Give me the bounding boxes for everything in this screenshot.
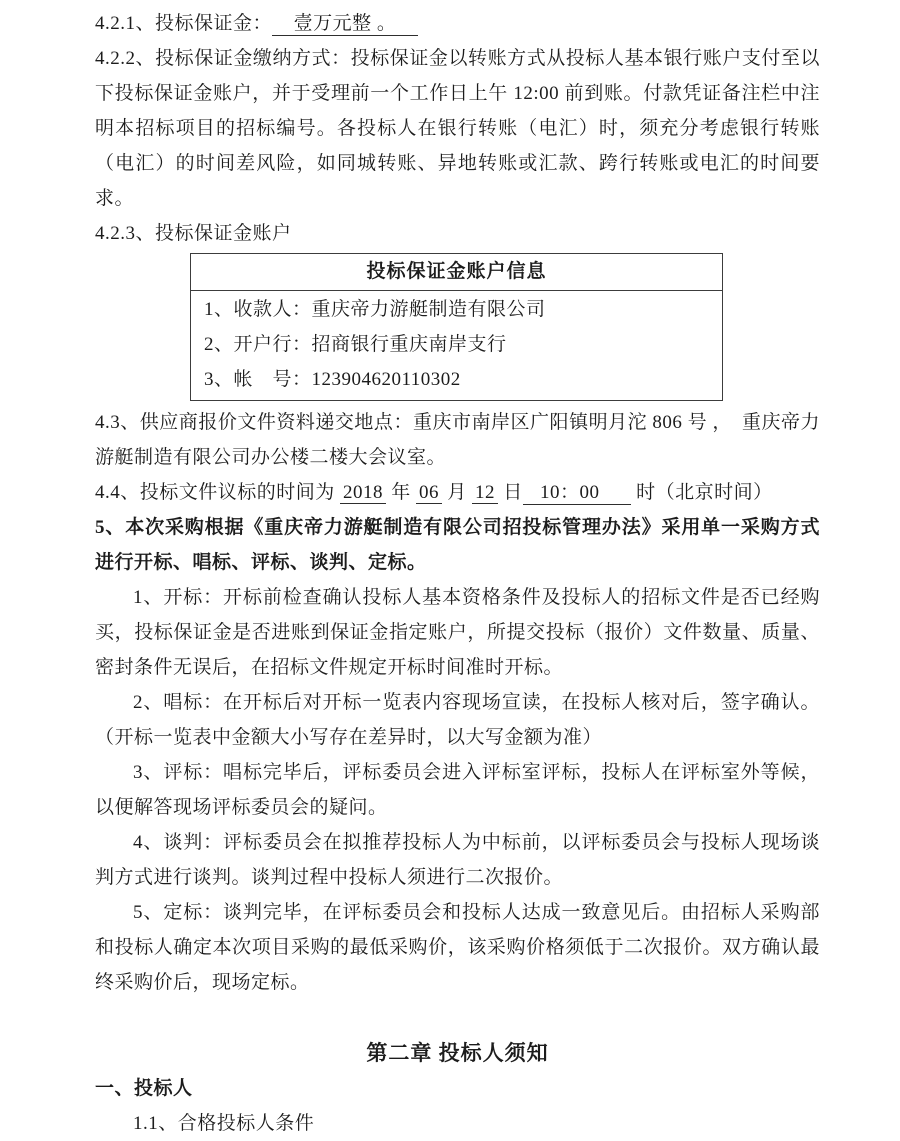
clause-4-4-sep-month: 月 — [442, 482, 473, 503]
clause-4-2-2: 4.2.2、投标保证金缴纳方式：投标保证金以转账方式从投标人基本银行账户支付至以下投标保证金账户，并于受理前一个工作日上午 12:00 前到账。付款凭证备注栏中注明本招标项目的招标编号。各投标人在银行转账（电汇）时，须充分考虑银行转账（电汇）的时间差风险，如同城转账、异地转账或汇款、跨行转账或电汇的时间要求。 — [95, 48, 820, 209]
bid-date-day-blank: 12 — [472, 482, 498, 504]
bid-time-blank: 10：00 — [523, 481, 631, 505]
clause-4-4 — [95, 475, 820, 510]
clause-4-4-sep-day: 日 — [498, 482, 523, 503]
clause-4-4-prefix: 4.4、投标文件议标的时间为 — [95, 482, 341, 503]
account-table-title: 投标保证金账户信息 — [191, 254, 722, 291]
clause-4-3: 4.3、供应商报价文件资料递交地点：重庆市南岸区广阳镇明月沱 806 号 ， 重庆帝力游艇制造有限公司办公楼二楼大会议室。 — [95, 412, 820, 468]
clause-4-2-1-label: 4.2.1、投标保证金： — [95, 13, 273, 34]
step-tanpan: 4、谈判：评标委员会在拟推荐投标人为中标前，以评标委员会与投标人现场谈判方式进行谈判。谈判过程中投标人须进行二次报价。 — [95, 832, 820, 888]
step-changbiao: 2、唱标：在开标后对开标一览表内容现场宣读，在投标人核对后，签字确认。（开标一览表中金额大小写存在差异时，以大写金额为准） — [95, 692, 820, 748]
account-row-number: 3、帐 号：123904620110302 — [204, 369, 461, 390]
account-row-payee: 1、收款人：重庆帝力游艇制造有限公司 — [204, 299, 546, 320]
section-gap — [95, 1000, 820, 1036]
clause-1-1: 1.1、合格投标人条件 — [133, 1113, 315, 1134]
clause-5: 5、本次采购根据《重庆帝力游艇制造有限公司招投标管理办法》采用单一采购方式进行开标、唱标、评标、谈判、定标。 — [95, 517, 820, 573]
step-kaibiao: 1、开标：开标前检查确认投标人基本资格条件及投标人的招标文件是否已经购买，投标保证金是否进账到保证金指定账户，所提交投标（报价）文件数量、质量、密封条件无误后，在招标文件规定开标时间准时开标。 — [95, 587, 820, 678]
account-table-body — [191, 291, 722, 400]
step-dingbiao: 5、定标：谈判完毕，在评标委员会和投标人达成一致意见后。由招标人采购部和投标人确定本次项目采购的最低采购价，该采购价格须低于二次报价。双方确认最终采购价后，现场定标。 — [95, 902, 820, 993]
chapter-2-section-1: 一、投标人 — [95, 1078, 193, 1099]
clause-4-4-suffix: 时（北京时间） — [630, 482, 773, 503]
account-table — [190, 253, 723, 401]
bid-bond-amount-blank: 壹万元整 。 — [272, 12, 418, 36]
clause-4-4-sep-year: 年 — [386, 482, 417, 503]
bid-date-year-blank: 2018 — [340, 482, 386, 504]
clause-4-2-3: 4.2.3、投标保证金账户 — [95, 223, 292, 244]
bid-date-month-blank: 06 — [416, 482, 442, 504]
step-pingbiao: 3、评标：唱标完毕后，评标委员会进入评标室评标，投标人在评标室外等候，以便解答现场评标委员会的疑问。 — [95, 762, 820, 818]
account-row-bank: 2、开户行：招商银行重庆南岸支行 — [204, 334, 507, 355]
clause-4-2-1 — [95, 6, 820, 41]
chapter-2-title: 第二章 投标人须知 — [366, 1041, 549, 1065]
